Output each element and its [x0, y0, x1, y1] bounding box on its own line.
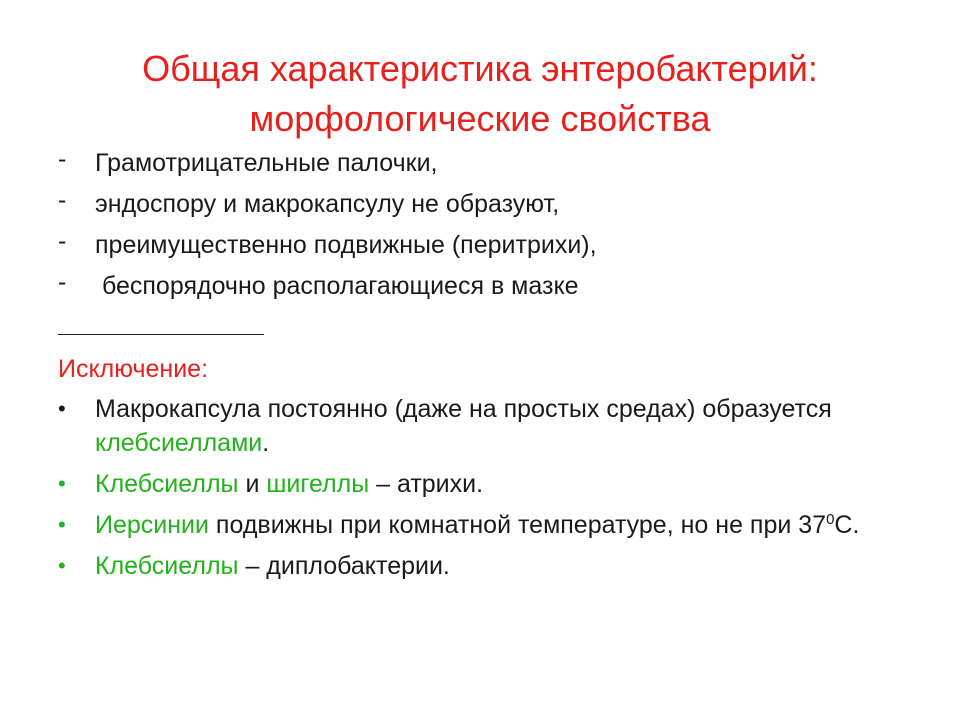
bullet-highlight-green: Иерсинии: [95, 511, 209, 539]
dash-item-text: беспорядочно располагающиеся в мазке: [95, 272, 579, 300]
separator-line: [58, 310, 264, 335]
bullet-item: [58, 549, 898, 583]
dash-marker: -: [58, 227, 67, 255]
dash-item-text: Грамотрицательные палочки,: [95, 149, 438, 177]
dash-item-text: эндоспору и макрокапсулу не образуют,: [95, 190, 560, 218]
bullet-text: – диплобактерии.: [238, 552, 450, 580]
dash-list-item: [58, 146, 898, 187]
dash-marker: -: [58, 186, 67, 214]
bullet-text: и: [238, 470, 267, 498]
dash-marker: -: [58, 268, 67, 296]
slide-title-line-1: Общая характеристика энтеробактерий:: [142, 48, 818, 89]
dash-list-item: [58, 228, 898, 269]
bullet-item: [58, 392, 898, 460]
bullet-text: Макрокапсула постоянно (даже на простых средах) образуется: [95, 395, 832, 423]
bullet-marker: •: [58, 553, 66, 578]
bullet-highlight-green: шигеллы: [266, 470, 370, 498]
separator: [58, 310, 898, 346]
dash-item-text: преимущественно подвижные (перитрихи),: [95, 231, 597, 259]
bullet-item: [58, 467, 898, 501]
exception-label: Исключение:: [58, 355, 209, 383]
slide-title-line-2: морфологические свойства: [249, 98, 711, 139]
bullet-highlight-green: Клебсиеллы: [95, 470, 239, 498]
dash-marker: -: [58, 145, 67, 173]
dash-list-item: [58, 187, 898, 228]
superscript-degree: 0: [826, 511, 835, 528]
bullet-highlight-green: Клебсиеллы: [95, 552, 239, 580]
bullet-item: [58, 508, 898, 542]
slide-title: [60, 44, 900, 144]
bullet-highlight-green: клебсиеллами: [95, 429, 263, 457]
dash-list-item: [58, 269, 898, 310]
bullet-marker: •: [58, 512, 66, 537]
bullet-text: подвижны при комнатной температуре, но не при 37: [208, 511, 827, 539]
bullet-text: С.: [834, 511, 860, 539]
bullet-marker: •: [58, 471, 66, 496]
bullet-text: – атрихи.: [369, 470, 484, 498]
slide-content: [58, 146, 898, 590]
bullet-text: .: [262, 429, 270, 457]
bullet-marker: •: [58, 396, 66, 421]
